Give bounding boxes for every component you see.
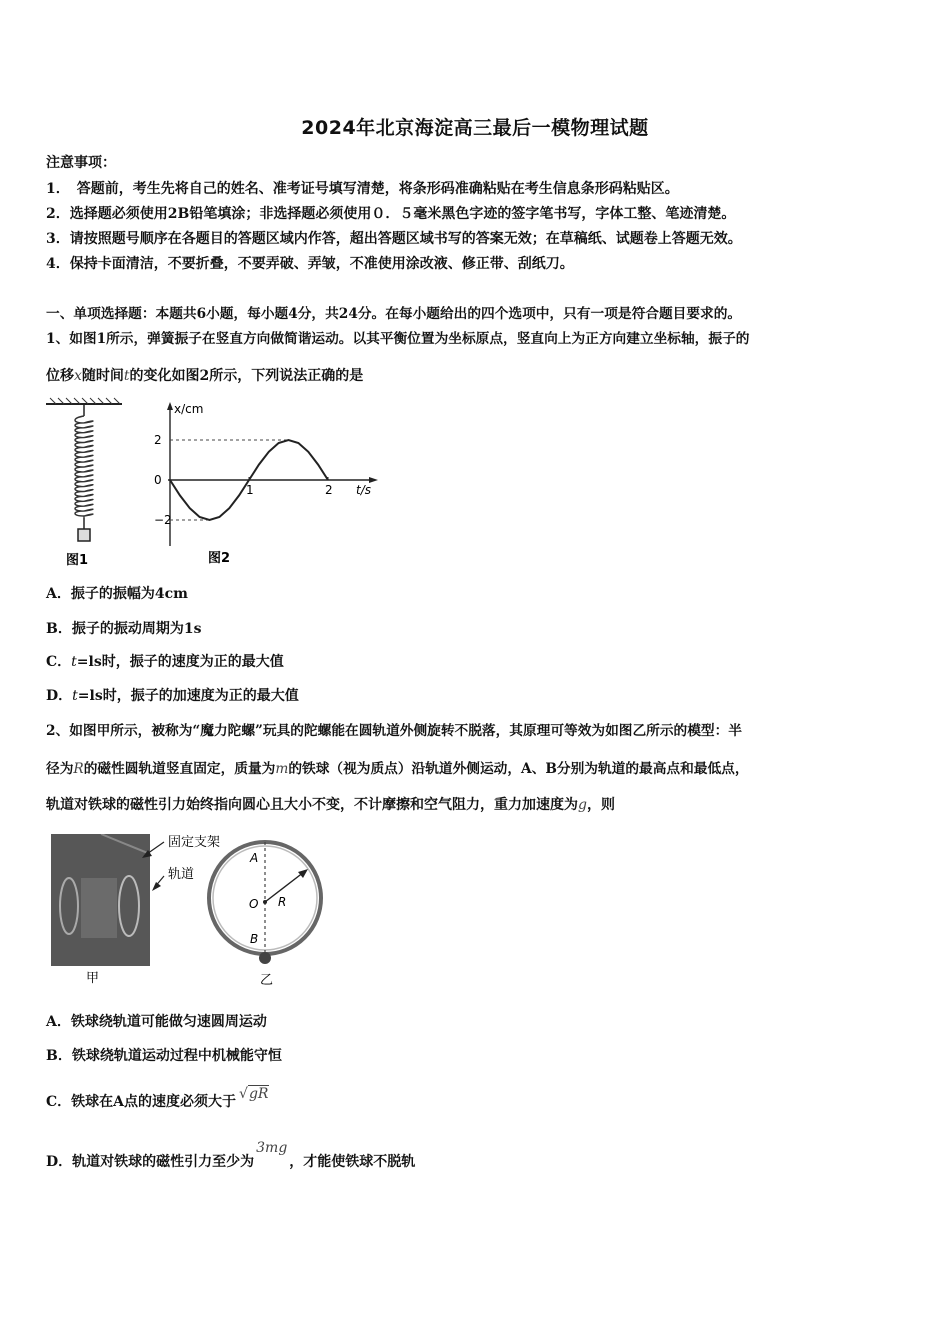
notice-item: 1． 答题前，考生先将自己的姓名、准考证号填写清楚，将条形码准确粘贴在考生信息条形码粘贴区。 (46, 181, 679, 197)
math-3mg: 3mg (256, 1140, 288, 1156)
q2-option-a[interactable]: A．铁球绕轨道可能做匀速圆周运动 (46, 1014, 267, 1030)
track-figure (42, 828, 342, 994)
page-title: 2024年北京海淀高三最后一模物理试题 (301, 117, 649, 139)
radius-r-label: R (278, 895, 287, 909)
notice-item: 2．选择题必须使用2B铅笔填涂；非选择题必须使用０．５毫米黑色字迹的签字笔书写，字体工整、笔迹清楚。 (46, 206, 736, 222)
q1-option-c[interactable]: C．t=ls时，振子的速度为正的最大值 (46, 654, 284, 670)
label-track: 轨道 (168, 867, 195, 882)
point-b-label: B (250, 932, 259, 946)
spring-oscillator-figure (44, 396, 134, 568)
q1-stem-line1: 1、如图1所示，弹簧振子在竖直方向做简谐运动。以其平衡位置为坐标原点，竖直向上为正方向建立坐标轴，振子的 (46, 331, 750, 347)
q2-option-b[interactable]: B．铁球绕轨道运动过程中机械能守恒 (46, 1048, 282, 1064)
y-tick-label: 0 (154, 473, 162, 487)
iron-ball (259, 952, 271, 964)
caption-yi: 乙 (260, 973, 274, 988)
x-tick-label: 1 (246, 483, 254, 497)
q2-option-d[interactable]: D．轨道对铁球的磁性引力至少为3mg，才能使铁球不脱轨 (46, 1140, 416, 1170)
spring-coil (75, 416, 93, 518)
y-tick-label: −2 (154, 513, 172, 527)
oscillator-mass (78, 529, 90, 541)
x-axis-label: t/s (356, 483, 371, 497)
y-axis-label: x/cm (174, 402, 204, 416)
caption-jia: 甲 (86, 971, 100, 986)
q2-stem-line1: 2、如图甲所示，被称为“魔力陀螺”玩具的陀螺能在圆轨道外侧旋转不脱落，其原理可等效为如图乙所示的模型：半 (46, 723, 742, 739)
q1-option-b[interactable]: B．振子的振动周期为1s (46, 621, 202, 637)
label-support: 固定支架 (168, 835, 221, 850)
notice-item: 4．保持卡面清洁，不要折叠，不要弄破、弄皱，不准使用涂改液、修正带、刮纸刀。 (46, 256, 574, 272)
q1-option-a[interactable]: A．振子的振幅为4cm (46, 586, 188, 602)
y-axis-arrow (167, 402, 173, 410)
point-o-label: O (249, 897, 259, 911)
point-a-label: A (250, 851, 259, 865)
fig1-caption: 图1 (66, 553, 89, 568)
y-tick-label: 2 (154, 433, 162, 447)
notice-item: 3．请按照题号顺序在各题目的答题区域内作答，超出答题区域书写的答案无效；在草稿纸、试题卷上答题无效。 (46, 231, 742, 247)
q2-stem-line3: 轨道对铁球的磁性引力始终指向圆心且大小不变，不计摩擦和空气阻力，重力加速度为g，则 (46, 797, 615, 813)
q1-option-d[interactable]: D．t=ls时，振子的加速度为正的最大值 (46, 688, 299, 704)
fig2-caption: 图2 (208, 551, 231, 566)
center-point (263, 900, 267, 904)
x-tick-label: 2 (325, 483, 333, 497)
section-heading: 一、单项选择题：本题共6小题，每小题4分，共24分。在每小题给出的四个选项中，只有一项是符合题目要求的。 (46, 306, 742, 322)
q1-stem-line2: 位移x随时间t的变化如图2所示，下列说法正确的是 (46, 368, 364, 384)
notice-heading: 注意事项： (46, 155, 116, 171)
xt-chart (150, 400, 390, 572)
sqrt-gr: gR (248, 1086, 269, 1102)
q2-option-c[interactable]: C．铁球在A点的速度必须大于 √gR (46, 1086, 269, 1110)
q2-stem-line2: 径为R的磁性圆轨道竖直固定，质量为m的铁球（视为质点）沿轨道外侧运动，A、B分别为轨道的最高点和最低点， (46, 761, 749, 777)
